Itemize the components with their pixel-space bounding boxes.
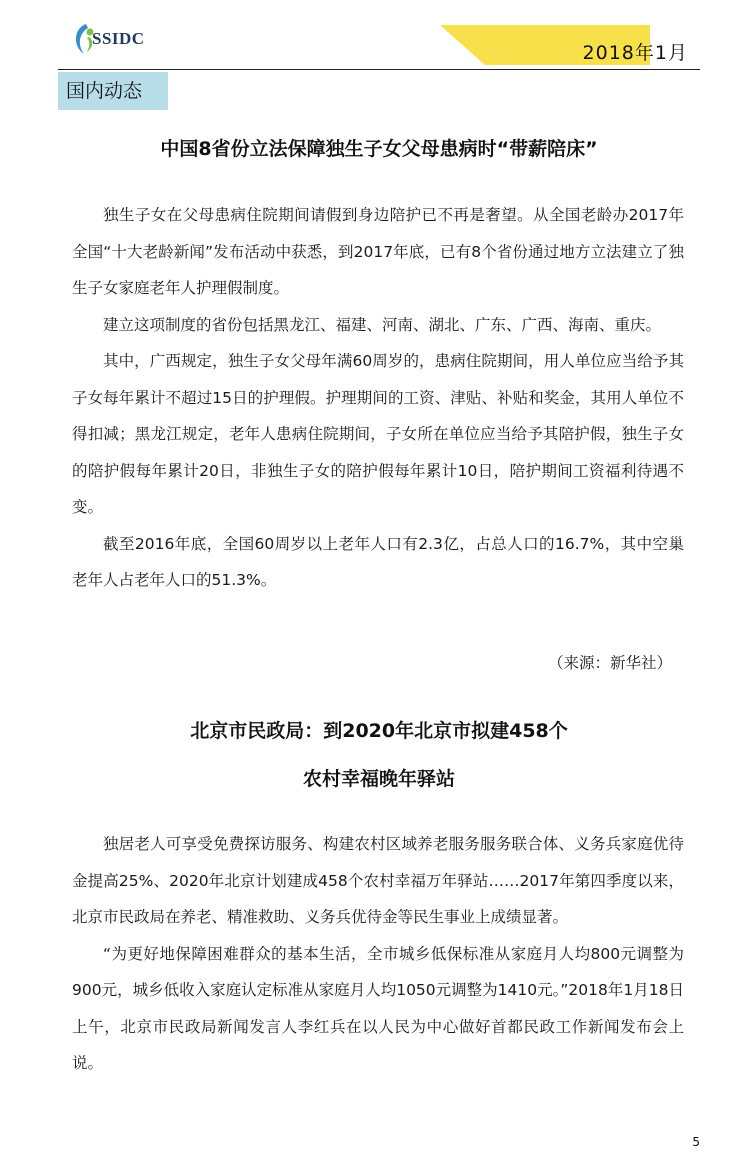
paragraph: 建立这项制度的省份包括黑龙江、福建、河南、湖北、广东、广西、海南、重庆。	[103, 315, 662, 334]
article2-title-line2: 农村幸福晚年驿站	[302, 768, 455, 790]
section-label: 国内动态	[58, 72, 168, 110]
issue-date: 2018年1月	[582, 42, 688, 64]
header-divider	[58, 69, 700, 70]
article2-body	[72, 826, 684, 1082]
article1-source: （来源：新华社）	[547, 654, 672, 672]
paragraph: “为更好地保障困难群众的基本生活，全市城乡低保标准从家庭月人均800元调整为900元，城乡低收入家庭认定标准从家庭月人均1050元调整为1410元。”2018年1月18日上午，北京市民政局新闻发言人李红兵在以人民为中心做好首都民政工作新闻发布会上说。	[72, 944, 684, 1072]
article2-title-line1: 北京市民政局：到2020年北京市拟建458个	[190, 720, 568, 742]
ssidc-logo	[70, 20, 180, 60]
paragraph: 截至2016年底，全国60周岁以上老年人口有2.3亿，占总人口的16.7%，其中空巢老年人占老年人口的51.3%。	[72, 534, 684, 589]
article1-title: 中国8省份立法保障独生子女父母患病时“带薪陪床”	[160, 138, 598, 160]
article1-body	[72, 197, 684, 599]
page-number: 5	[692, 1135, 700, 1149]
paragraph: 其中，广西规定，独生子女父母年满60周岁的，患病住院期间，用人单位应当给予其子女每年累计不超过15日的护理假。护理期间的工资、津贴、补贴和奖金，其用人单位不得扣减；黑龙江规定，老年人患病住院期间，子女所在单位应当给予其陪护假，独生子女的陪护假每年累计20日，非独生子女的陪护假每年累计10日，陪护期间工资福利待遇不变。	[72, 352, 684, 516]
logo-text: SSIDC	[92, 29, 145, 48]
paragraph: 独生子女在父母患病住院期间请假到身边陪护已不再是奢望。从全国老龄办2017年全国“十大老龄新闻”发布活动中获悉，到2017年底，已有8个省份通过地方立法建立了独生子女家庭老年人护理假制度。	[72, 206, 684, 297]
paragraph: 独居老人可享受免费探访服务、构建农村区域养老服务服务联合体、义务兵家庭优待金提高25%、2020年北京计划建成458个农村幸福万年驿站……2017年第四季度以来，北京市民政局在养老、精准救助、义务兵优待金等民生事业上成绩显著。	[72, 835, 684, 926]
